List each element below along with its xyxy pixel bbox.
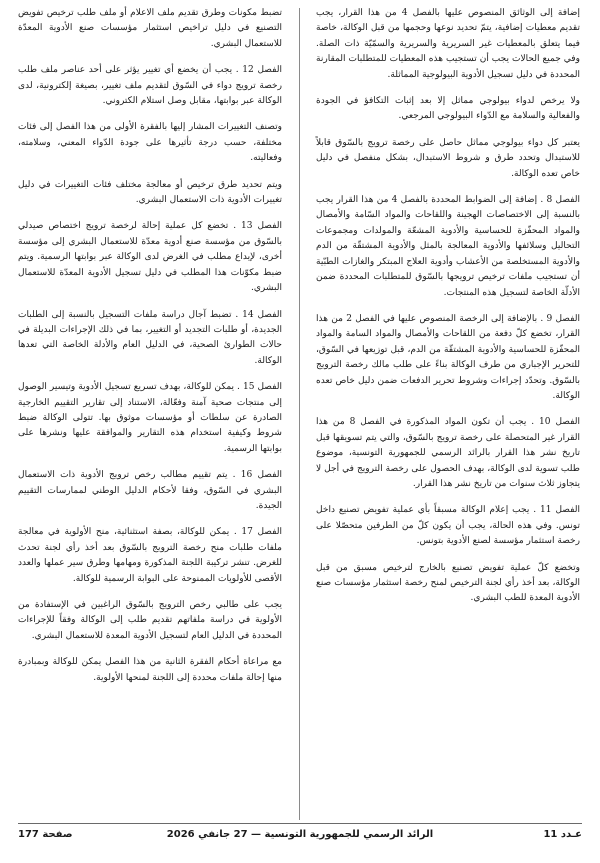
column-divider [299, 8, 300, 820]
journal-title: الرائد الرسمي للجمهورية التونسية — 27 جانفي 2026 [166, 829, 434, 840]
page-footer [18, 829, 582, 849]
article-12: الفصل 12 . يجب أن يخضع أي تغيير يؤثر على أحد عناصر ملف طلب رخصة ترويج دواء في السّوق لتقديم ملف تغيير، بصيغة إلكترونية، لدى الوكالة عبر بوابتها، مقابل وصل استلام الكتروني. [18, 65, 283, 107]
article-17: الفصل 17 . يمكن للوكالة، بصفة استثنائية، منح الأولوية في معالجة ملفات طلبات منح رخصة الترويج بالسّوق بعد أخذ رأي لجنة تحدث للغرض. تنشر تركيبة اللجنة المذكورة ومهامها وطرق سير عملها والعدد الأقصى للأولويات الممنوحة على البوابة الرسمية للوكالة. [18, 527, 282, 584]
paragraph: وتصنف التغييرات المشار إليها بالفقرة الأولى من هذا الفصل إلى فئات مختلفة، حسب درجة تأثيرها على جودة الدّواء المعني، وسلامته، وفعاليته. [18, 122, 282, 164]
paragraph: تضبط مكونات وطرق تقديم ملف الاعلام أو ملف طلب ترخيص تفويض التصنيع في دليل تراخيص استثمار مؤسسات صنع الأدوية المعدّة للاستعمال البشري. [18, 8, 282, 49]
page-number: صفحة 177 [18, 829, 73, 840]
article-8: الفصل 8 . إضافة إلى الضوابط المحددة بالفصل 4 من هذا القرار يجب بالنسبة إلى الاختصاصات الهجينة واللقاحات والمواد السّامة والأمصال والمواد المحفّزة للحساسية والأدوية المشعّة والمولدات ومجموعات التحاليل وسلائفها والأدوية المعالجة بالمثل والأدوية المشتقّة من الدم والأدوية المستخلصة من الأعشاب وأدوية العلاج المبتكر والغازات الطبّية أن تستجيب ملفات ترخيص ترويجها بالسّوق للمتطلبات المحددة ضمن الأدلّة الخاصة لتسجيل هذه المنتجات. [316, 195, 581, 298]
article-11: الفصل 11 . يجب إعلام الوكالة مسبقاً بأي عملية تفويض تصنيع داخل تونس. وفي هذه الحالة، يجب أن يكون كلّ من الطرفين متحصّلا على رخصة استثمار مؤسسة لصنع الأدوية بتونس. [316, 505, 580, 547]
article-16: الفصل 16 . يتم تقييم مطالب رخص ترويج الأدوية ذات الاستعمال البشري في السّوق، وفقا لأحكام الدليل الوطني لممارسات التقييم الجيدة. [18, 470, 282, 511]
issue-number: عـدد 11 [543, 829, 582, 840]
article-9: الفصل 9 . بالإضافة إلى الرخصة المنصوص عليها في الفصل 2 من هذا القرار، تخضع كلّ دفعة من اللقاحات والأمصال والمواد السامة والمواد المحفّزة للحساسية والأدوية المشتقّة من الدم، قبل توزيعها في السّوق، للتحرير الإجباري من طرف الوكالة بناءً على طلب مالك رخصة الترويج بالسّوق. وتحدّد إجراءات وشروط تحرير الدفعات ضمن دليل خاص تعده الوكالة. [316, 313, 580, 401]
article-13: الفصل 13 . تخضع كل عملية إحالة لرخصة ترويج اختصاص صيدلي بالسّوق من مؤسسة صنع أدوية معدّة للاستعمال البشري إلى مؤسسة أخرى، لإيداع مطلب في الغرض لدى الوكالة عبر بوابتها الرسمية. ويتم ضبط مكوّنات هذا المطلب في دليل تسجيل الأدوية المعدّة للاستعمال البشري. [18, 221, 283, 294]
paragraph: يعتبر كل دواء بيولوجي مماثل حاصل على رخصة ترويج بالسّوق قابلاً للاستبدال وتحدد طرق و شروط الاستبدال، بشكل منفصل في دليل خاص تعده الوكالة. [316, 137, 580, 179]
article-14: الفصل 14 . تضبط آجال دراسة ملفات التسجيل بالنسبة إلى الطلبات الجديدة، أو طلبات التجديد أو التغيير، بما في ذلك الإجراءات البديلة في حالات الطوارئ الصحية، في الدليل العام والأدلة الخاصة التي تعدها الوكالة. [18, 309, 283, 366]
paragraph: ويتم تحديد طرق ترخيص أو معالجة مختلف فئات التغييرات في دليل تغييرات الأدوية ذات الاستعمال البشري. [18, 179, 282, 206]
article-10: الفصل 10 . يجب أن تكون المواد المذكورة في الفصل 8 من هذا القرار غير المتحصلة على رخصة ترويج بالسّوق، والتي يتم تسويقها قبل تاريخ نشر هذا القرار بالرائد الرسمي للجمهورية التونسية، موضوع طلب تسوية لدى الوكالة، بهدف الحصول على رخصة الترويج في أجل لا يتجاوز ثلاث سنوات من تاريخ نشر هذا القرار. [316, 417, 580, 489]
footer-rule [18, 823, 582, 824]
paragraph: إضافة إلى الوثائق المنصوص عليها بالفصل 4 من هذا القرار، يجب تقديم معطيات إضافية، يتمّ تحديد نوعها وحجمها من قبل الوكالة، خاصة فيما يتعلق بالمعطيات غير السريرية والسريرية والسمّيّة ذات الصلة. وفي جميع الحالات يجب أن تستجيب هذه المعطيات للمتطلبات المقارنة المحددة في دليل تسجيل الأدوية البيولوجية المماثلة. [316, 8, 580, 80]
article-15: الفصل 15 . يمكن للوكالة، بهدف تسريع تسجيل الأدوية وتيسير الوصول إلى منتجات صحية آمنة وفعّالة، الاستناد إلى تقارير التقييم الخارجية الصادرة عن سلطات أو مؤسسات موثوق بها. تتولى الوكالة ضبط شروط وكيفية استخدام هذه التقارير والموافقة عليها ونشرها على بوابتها الرسمية. [18, 382, 282, 454]
paragraph: وتخضع كلّ عملية تفويض تصنيع بالخارج لترخيص مسبق من قبل الوكالة، بعد أخذ رأي لجنة الترخيص لمنح رخصة استثمار مؤسسات صنع الأدوية المعدة للطب البشري. [316, 562, 580, 604]
paragraph: يجب على طالبي رخص الترويج بالسّوق الراغبين في الإستفادة من الأولوية في دراسة ملفاتهم تقديم طلب إلى الوكالة وفقاً للإجراءات المحددة في الدليل العام لتسجيل الأدوية المعدة للاستعمال البشري. [18, 600, 282, 641]
left-column [18, 6, 282, 691]
paragraph: مع مراعاة أحكام الفقرة الثانية من هذا الفصل يمكن للوكالة وبمبادرة منها إحالة ملفات محددة إلى اللجنة لمنحها الأولوية. [18, 657, 282, 683]
right-column [316, 6, 580, 612]
paragraph: ولا يرخص لدواء بيولوجي مماثل إلا بعد إثبات التكافؤ في الجودة والفعالية والسلامة مع الدّواء البيولوجي المرجعي. [316, 96, 580, 122]
